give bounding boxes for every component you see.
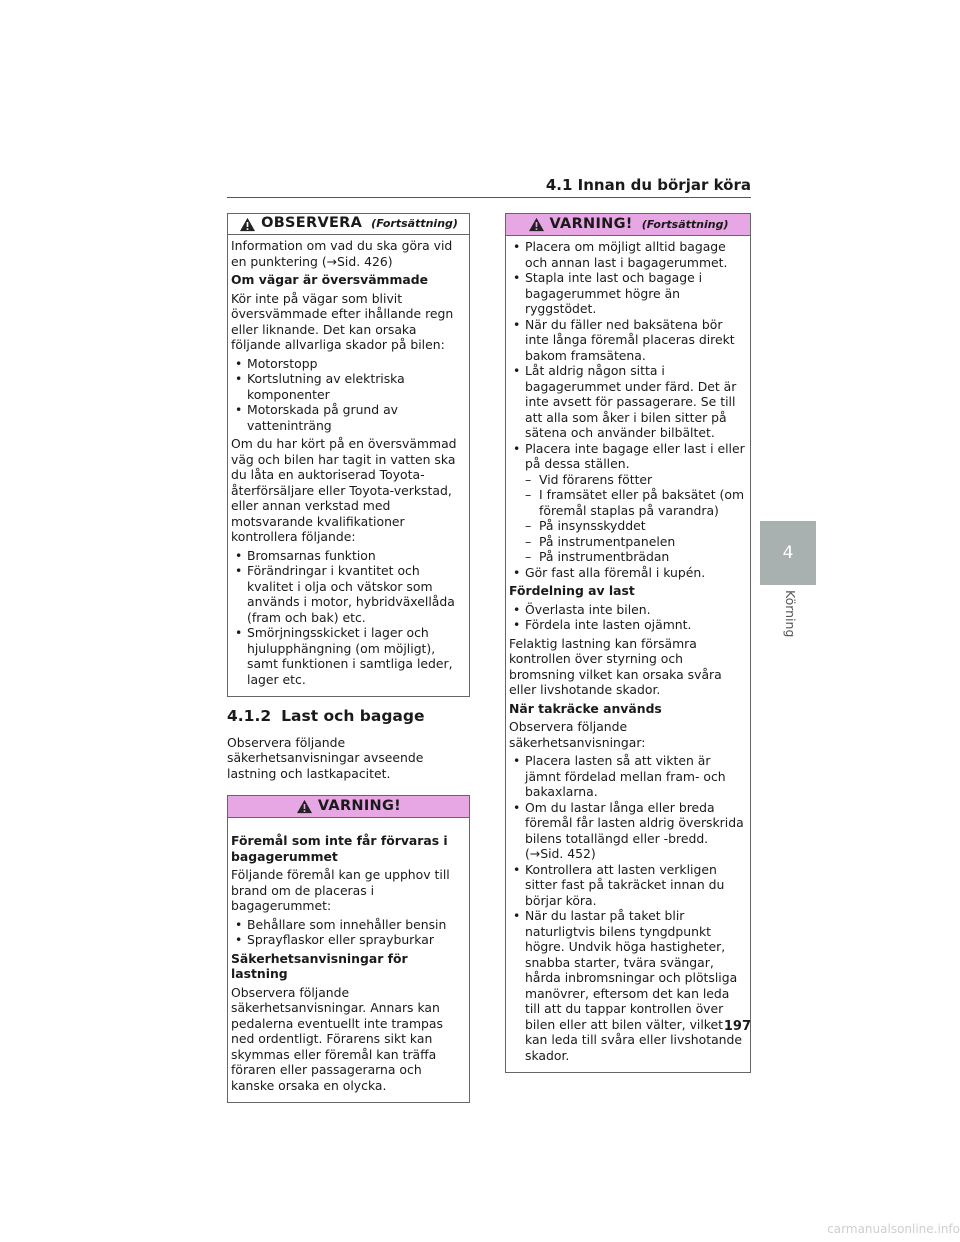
right-column: [505, 213, 751, 1073]
varning-list-1: [231, 917, 466, 948]
list-item: • Låt aldrig någon sitta i bagagerummet under färd. Det är inte avsett för passagerare. Se till att alla som åker i bilen sitter på sätena och använder bilbältet.: [509, 363, 747, 441]
list-item: • Motorstopp: [231, 356, 466, 372]
list-item: • När du lastar på taket blir naturligtvis bilens tyngdpunkt högre. Undvik höga hastigheter, snabba starter, tvära svängar, hårda inbromsningar och plötsliga manövrer, eftersom det kan leda till att du tappar kontrollen över bilen eller att bilen välter, vilket kan leda till svåra eller livshotande skador.: [509, 908, 747, 1063]
list-item: • Sprayflaskor eller sprayburkar: [231, 932, 466, 948]
varning-list-3: [509, 753, 747, 1063]
list-item: • Förändringar i kvantitet och kvalitet i olja och vätskor som används i motor, hybridväxellåda (fram och bak) etc.: [231, 563, 466, 625]
list-item: • Gör fast alla föremål i kupén.: [509, 565, 747, 581]
chapter-tab[interactable]: 4: [760, 521, 816, 585]
list-item: • Fördela inte lasten ojämnt.: [509, 617, 747, 633]
dash-item: – Vid förarens fötter: [509, 472, 747, 488]
varning-sub: (Fortsättning): [641, 217, 729, 231]
varning-body: [506, 236, 750, 1072]
list-item: • Placera lasten så att vikten är jämnt fördelad mellan fram- och bakaxlarna.: [509, 753, 747, 800]
observera-sub1-text2: Om du har kört på en översvämmad väg och bilen har tagit in vatten ska du låta en auktoriserad Toyota-återförsäljare eller Toyota-verkstad, eller annan verkstad med motsvarande kvalifikationer kontrollera följande:: [231, 436, 457, 544]
varning-box-left: [227, 795, 470, 1103]
observera-label: OBSERVERA: [261, 215, 363, 232]
list-item: • Motorskada på grund av vatteninträng: [231, 402, 466, 433]
varning-sub2-text: Observera följande säkerhetsanvisningar:: [509, 719, 646, 750]
left-column: [227, 213, 470, 1103]
list-item: • Placera inte bagage eller last i eller på dessa ställen.: [509, 441, 747, 472]
list-item: • Kontrollera att lasten verkligen sitter fast på takräcket innan du börjar köra.: [509, 862, 747, 909]
list-item: • Bromsarnas funktion: [231, 548, 466, 564]
varning-sub2-text: Observera följande säkerhetsanvisningar. Annars kan pedalerna eventuellt inte trampas ned ordentligt. Förarens sikt kan skymmas eller föremål kan träffa föraren eller passagerarna och kanske orsaka en olycka.: [231, 984, 443, 1093]
chapter-label: Körning: [783, 590, 798, 638]
page-header: 4.1 Innan du börjar köra: [545, 176, 751, 194]
varning-list-2: [509, 602, 747, 633]
varning-sub1-text: Följande föremål kan ge upphov till brand om de placeras i bagagerummet:: [231, 867, 450, 913]
list-item: • Behållare som innehåller bensin: [231, 917, 466, 933]
observera-box: [227, 213, 470, 697]
section-number: 4.1.2: [227, 707, 272, 725]
list-item: • Smörjningsskicket i lager och hjulupphängning (om möjligt), samt funktionen i samtliga leder, lager etc.: [231, 625, 466, 687]
varning-label: VARNING!: [317, 797, 402, 814]
varning-header: [506, 214, 750, 236]
varning-sub1-title: Fördelning av last: [509, 583, 635, 598]
varning-list-1: [509, 239, 747, 580]
list-item: • Om du lastar långa eller breda föremål får lasten aldrig överskrida bilens totallängd eller -bredd. (→Sid. 452): [509, 800, 747, 862]
observera-header: [228, 214, 469, 235]
header-rule: [227, 197, 751, 198]
dash-item: – På insynsskyddet: [509, 518, 747, 534]
observera-body: [228, 235, 469, 696]
observera-sub1-title: Om vägar är översvämmade: [231, 272, 429, 287]
varning-sub1-text: Felaktig lastning kan försämra kontrollen över styrning och bromsning vilket kan orsaka svåra eller livshotande skador.: [509, 635, 722, 697]
section-intro: Observera följande säkerhetsanvisningar avseende lastning och lastkapacitet.: [227, 734, 424, 781]
varning-box-right: [505, 213, 751, 1073]
warning-icon: [296, 799, 313, 814]
varning-sub1-title: Föremål som inte får förvaras i bagagerummet: [231, 833, 448, 864]
varning-label: VARNING!: [549, 215, 633, 232]
dash-item: – I framsätet eller på baksätet (om föremål staplas på varandra): [509, 487, 747, 518]
list-item: • Överlasta inte bilen.: [509, 602, 747, 618]
varning-sub2-title: Säkerhetsanvisningar för lastning: [231, 950, 408, 981]
list-item: • När du fäller ned baksätena bör inte långa föremål placeras direkt bakom framsätena.: [509, 317, 747, 364]
list-item: • Placera om möjligt alltid bagage och annan last i bagagerummet.: [509, 239, 747, 270]
watermark: carmanualsonline.info: [827, 1222, 960, 1236]
varning-header: [228, 796, 469, 818]
warning-icon: [239, 217, 256, 232]
observera-sub: (Fortsättning): [371, 217, 458, 231]
varning-body: [228, 818, 469, 1102]
section-title: [227, 709, 470, 725]
list-item: • Stapla inte last och bagage i bagagerummet högre än ryggstödet.: [509, 270, 747, 317]
observera-list-2: [231, 548, 466, 688]
page-number: 197: [723, 1019, 751, 1034]
observera-sub1-text: Kör inte på vägar som blivit översvämmade efter ihållande regn eller liknande. Det kan orsaka följande allvarliga skador på bilen:: [231, 290, 454, 352]
observera-list-1: [231, 356, 466, 434]
section-title-text: Last och bagage: [281, 707, 425, 725]
dash-item: – På instrumentbrädan: [509, 549, 747, 565]
observera-intro: Information om vad du ska göra vid en punktering (→Sid. 426): [231, 238, 453, 269]
dash-item: – På instrumentpanelen: [509, 534, 747, 550]
varning-sub2-title: När takräcke används: [509, 700, 662, 716]
list-item: • Kortslutning av elektriska komponenter: [231, 371, 466, 402]
warning-icon: [528, 217, 545, 232]
